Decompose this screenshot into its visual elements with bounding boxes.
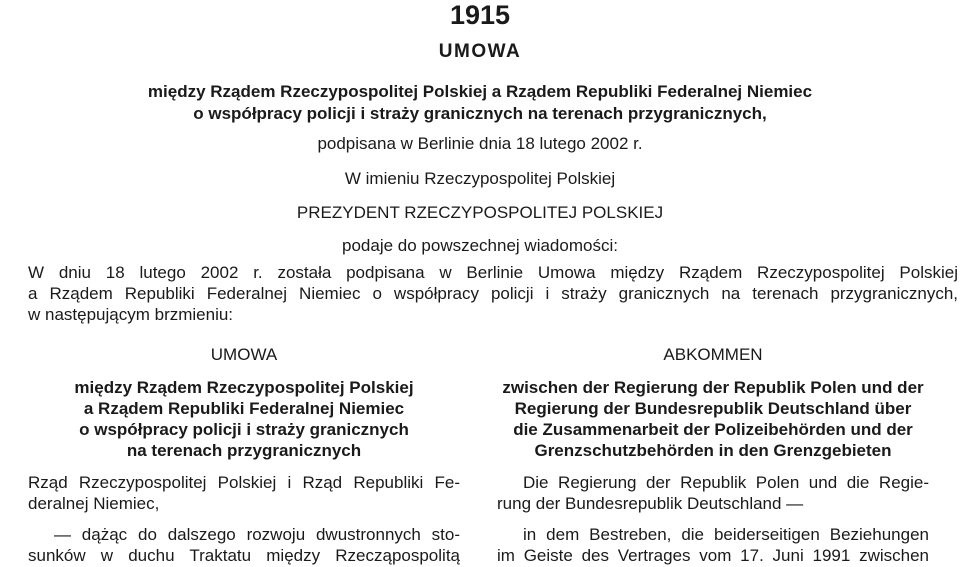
polish-para2-line: sunków w duchu Traktatu między Rzecząpospolitą xyxy=(28,546,460,565)
polish-para2-line: — dążąc do dalszego rozwoju dwustronnych sto- xyxy=(54,525,460,544)
polish-subtitle-line: między Rządem Rzeczypospolitej Polskiej xyxy=(74,378,414,397)
polish-subtitle-line: a Rządem Republiki Federalnej Niemiec xyxy=(83,399,405,418)
german-subtitle xyxy=(497,377,929,461)
polish-paragraph-2 xyxy=(28,524,460,566)
president-line: PREZYDENT RZECZYPOSPOLITEJ POLSKIEJ xyxy=(296,203,664,222)
german-para1-line: Die Regierung der Republik Polen und die Regie- xyxy=(523,473,929,492)
announcement-line: podaje do powszechnej wiadomości: xyxy=(342,236,618,255)
intro-paragraph xyxy=(28,262,958,325)
intro-line: a Rządem Republiki Federalnej Niemiec o współpracy policji i straży granicznych na terenach przygranicznych, xyxy=(28,284,958,303)
polish-subtitle-line: na terenach przygranicznych xyxy=(126,441,362,460)
german-heading: ABKOMMEN xyxy=(663,345,763,364)
polish-heading: UMOWA xyxy=(210,345,278,364)
polish-column xyxy=(28,344,460,566)
german-column xyxy=(497,344,929,566)
polish-subtitle xyxy=(28,377,460,461)
polish-paragraph-1 xyxy=(28,472,460,514)
polish-para1-line: deralnej Niemiec, xyxy=(28,494,160,513)
document-type-heading: UMOWA xyxy=(438,41,522,62)
intro-line: w następującym brzmieniu: xyxy=(28,305,234,324)
german-para2-line: im Geiste des Vertrages vom 17. Juni 1991 zwischen xyxy=(497,546,929,565)
german-paragraph-1 xyxy=(497,472,929,514)
polish-para1-line: Rząd Rzeczypospolitej Polskiej i Rząd Republiki Fe- xyxy=(28,473,460,492)
in-name-of: W imieniu Rzeczypospolitej Polskiej xyxy=(344,169,616,188)
polish-subtitle-line: o współpracy policji i straży granicznych xyxy=(79,420,409,439)
german-subtitle-line: Grenzschutzbehörden in den Grenzgebieten xyxy=(534,441,892,460)
german-subtitle-line: Regierung der Bundesrepublik Deutschland über xyxy=(514,399,912,418)
intro-line: W dniu 18 lutego 2002 r. została podpisana w Berlinie Umowa między Rządem Rzeczypospolitej Polskiej xyxy=(28,263,958,282)
title-line-2: o współpracy policji i straży granicznych na terenach przygranicznych, xyxy=(193,104,767,123)
title-line-1: między Rządem Rzeczypospolitej Polskiej a Rządem Republiki Federalnej Niemiec xyxy=(147,82,813,101)
signing-info: podpisana w Berlinie dnia 18 lutego 2002 r. xyxy=(317,134,643,153)
german-subtitle-line: zwischen der Regierung der Republik Polen und der xyxy=(502,378,924,397)
german-para1-line: rung der Bundesrepublik Deutschland — xyxy=(497,494,804,513)
german-paragraph-2 xyxy=(497,524,929,566)
document-number: 1915 xyxy=(449,0,511,30)
german-para2-line: in dem Bestreben, die beiderseitigen Beziehungen xyxy=(523,525,929,544)
german-subtitle-line: die Zusammenarbeit der Polizeibehörden und der xyxy=(513,420,913,439)
